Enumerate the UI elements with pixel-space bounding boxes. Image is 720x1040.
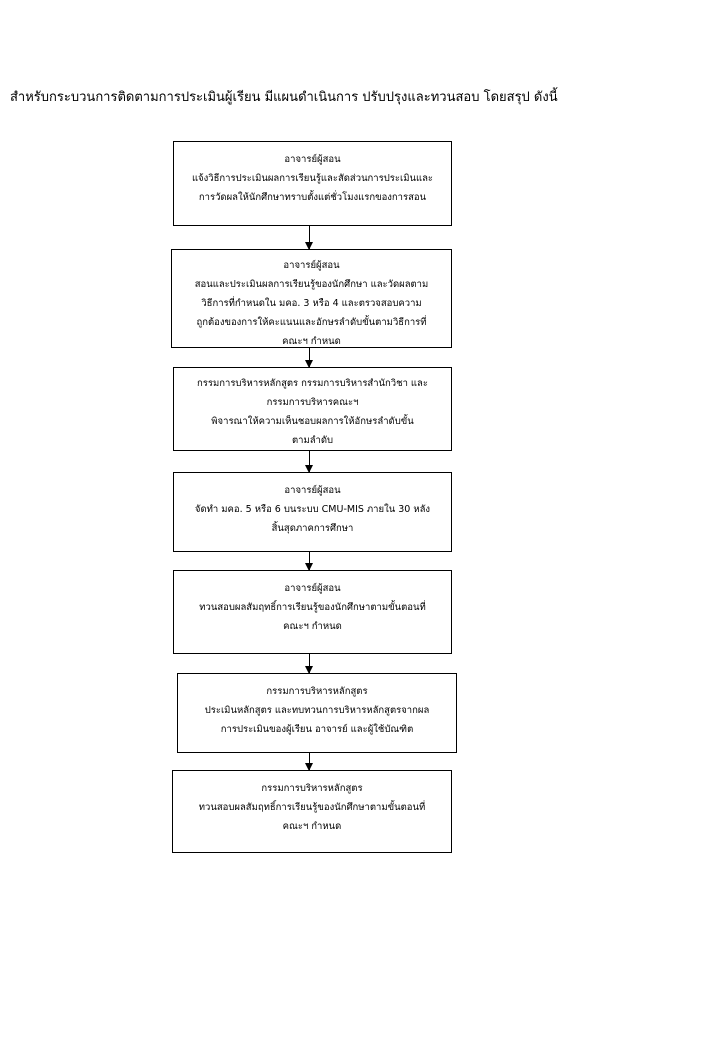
flow-step-6 xyxy=(177,673,457,753)
flow-step-1 xyxy=(173,141,452,226)
flow-step-5 xyxy=(173,570,452,654)
flow-arrow-3 xyxy=(309,451,310,472)
step-6-line-2: การประเมินของผู้เรียน อาจารย์ และผู้ใช้บัณฑิต xyxy=(220,724,414,735)
step-3-line-3: ตามลำดับ xyxy=(291,435,334,446)
step-3-role: กรรมการบริหารหลักสูตร กรรมการบริหารสำนักวิชา และ xyxy=(197,378,428,389)
step-1-role: อาจารย์ผู้สอน xyxy=(284,154,341,165)
flow-step-4 xyxy=(173,472,452,552)
step-2-line-1: สอนและประเมินผลการเรียนรู้ของนักศึกษา และวัดผลตาม xyxy=(194,279,429,290)
step-1-line-1: แจ้งวิธีการประเมินผลการเรียนรู้และสัดส่วนการประเมินและ xyxy=(191,173,434,184)
step-6-line-1: ประเมินหลักสูตร และทบทวนการบริหารหลักสูตรจากผล xyxy=(204,705,430,716)
flow-step-2 xyxy=(171,249,452,348)
step-1-line-2: การวัดผลให้นักศึกษาทราบตั้งแต่ชั่วโมงแรกของการสอน xyxy=(198,192,427,203)
flow-arrow-5 xyxy=(309,654,310,673)
flow-step-3 xyxy=(173,367,452,451)
flow-arrow-4 xyxy=(309,552,310,570)
step-5-line-2: คณะฯ กำหนด xyxy=(283,621,342,632)
step-2-role: อาจารย์ผู้สอน xyxy=(283,260,340,271)
step-5-role: อาจารย์ผู้สอน xyxy=(284,583,341,594)
flow-arrow-6 xyxy=(309,753,310,770)
flow-arrow-2 xyxy=(309,348,310,367)
step-4-role: อาจารย์ผู้สอน xyxy=(284,485,341,496)
step-7-line-2: คณะฯ กำหนด xyxy=(282,821,342,832)
step-5-line-1: ทวนสอบผลสัมฤทธิ์การเรียนรู้ของนักศึกษาตามขั้นตอนที่ xyxy=(199,602,426,613)
step-4-line-2: สิ้นสุดภาคการศึกษา xyxy=(271,523,354,534)
flow-step-7 xyxy=(172,770,452,853)
intro-text: สำหรับกระบวนการติดตามการประเมินผู้เรียน มีแผนดำเนินการ ปรับปรุงและทวนสอบ โดยสรุป ดังนี้ xyxy=(10,90,558,105)
step-7-role: กรรมการบริหารหลักสูตร xyxy=(261,783,363,794)
step-2-line-3: ถูกต้องของการให้คะแนนและอักษรลำดับขั้นตามวิธีการที่ xyxy=(196,317,427,328)
flow-arrow-1 xyxy=(309,226,310,249)
step-3-line-1: กรรมการบริหารคณะฯ xyxy=(266,397,359,408)
step-2-line-2: วิธีการที่กำหนดใน มคอ. 3 หรือ 4 และตรวจสอบความ xyxy=(201,298,422,309)
step-2-line-4: คณะฯ กำหนด xyxy=(282,336,341,347)
step-7-line-1: ทวนสอบผลสัมฤทธิ์การเรียนรู้ของนักศึกษาตามขั้นตอนที่ xyxy=(198,802,426,813)
step-4-line-1: จัดทำ มคอ. 5 หรือ 6 บนระบบ CMU-MIS ภายใน 30 หลัง xyxy=(194,504,431,515)
step-3-line-2: พิจารณาให้ความเห็นชอบผลการให้อักษรลำดับขั้น xyxy=(211,416,414,427)
step-6-role: กรรมการบริหารหลักสูตร xyxy=(266,686,368,697)
